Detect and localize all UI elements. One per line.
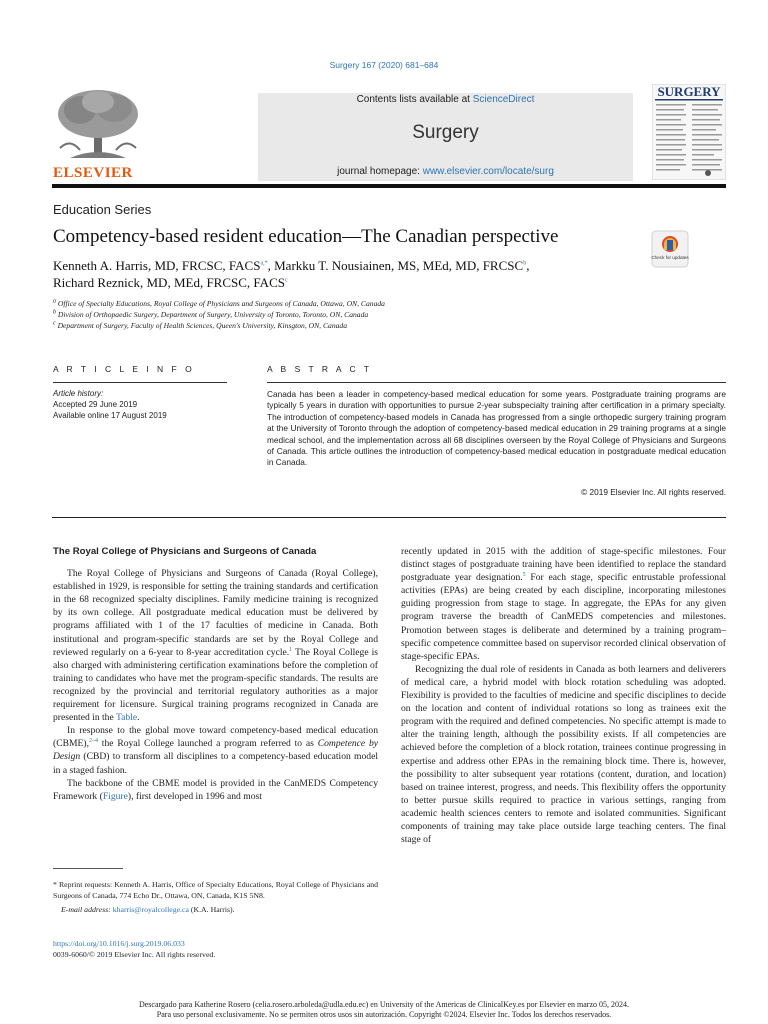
paragraph (401, 545, 726, 663)
homepage-line (258, 166, 633, 177)
author-name: Richard Reznick, MD, MEd, FRCSC, FACS (53, 275, 285, 290)
email-link[interactable]: kharris@royalcollege.ca (112, 905, 189, 915)
body-column-left (53, 545, 378, 803)
cover-title: SURGERY (657, 84, 721, 99)
journal-cover-thumbnail[interactable] (652, 84, 726, 180)
doi-block (53, 938, 215, 960)
journal-homepage-link[interactable]: www.elsevier.com/locate/surg (422, 166, 554, 177)
text-run: (CBD) to transform all disciplines to a competency-based education model in a staged fashion. (53, 751, 378, 776)
article-info-rule (53, 382, 227, 383)
text-run: The backbone of the CBME model is provided in the CanMEDS Competency Framework ( (53, 777, 378, 802)
download-notice (0, 1000, 768, 1020)
citation-ref[interactable]: 1 (289, 646, 293, 653)
affiliation-marker: c (53, 320, 56, 327)
affiliation (53, 320, 673, 331)
figure-link[interactable]: Figure (102, 790, 128, 802)
contents-line (258, 94, 633, 105)
author-list: Kenneth A. Harris, MD, FRCSC, $FACS^{a,*}$, Markku T. Nousiainen, MS, MEd, MD, FRCSC$^b$, Richard Reznick, MD, MEd, FRCSC, FACS$^c$ (53, 258, 530, 290)
header-rule (52, 184, 726, 188)
journal-name: Surgery (412, 122, 479, 143)
affiliation-text: Department of Surgery, Faculty of Health Sciences, Queen's University, Kinsgton, ON, Canada (57, 321, 348, 330)
section-heading: The Royal College of Physicians and Surgeons of Canada (53, 546, 317, 557)
affiliation-marker: a (53, 298, 56, 305)
article-series: Education Series (53, 202, 152, 217)
author-name: Markku T. Nousiainen, MS, MEd, MD, FRCSC (274, 258, 524, 273)
text-run: ), first developed in 1996 and most (127, 790, 262, 802)
check-for-updates-badge[interactable] (651, 230, 689, 268)
affiliation-text: Office of Specialty Educations, Royal College of Physicians and Surgeons of Canada, Ottawa, ON, Canada (57, 299, 385, 308)
footnote-rule (53, 868, 123, 869)
reprint-note: * Reprint requests: Kenneth A. Harris, Office of Specialty Educations, Royal College of Physicians and Surgeons of Canada, 774 Echo Dr., Ottawa, ON, Canada, K1S 5N8. (53, 880, 378, 900)
history-label: Article history: (53, 389, 104, 398)
author-affiliation-ref[interactable]: c (284, 277, 288, 284)
email-line (53, 905, 378, 916)
body-column-right (401, 545, 726, 846)
accepted-date: Accepted 29 June 2019 (53, 400, 138, 409)
homepage-prefix: journal homepage: (337, 166, 423, 177)
text-run: recently updated in 2015 with the addition of stage-specific milestones. Four distinct stages of postgraduate training have been identified to replace the standard postgraduate year designation. (401, 546, 726, 584)
article-history (53, 388, 233, 421)
online-date: Available online 17 August 2019 (53, 411, 167, 420)
text-run: The Royal College of Physicians and Surgeons of Canada (Royal College), established in 1929, is responsible for setting the training standards and certification in the 68 recognized specialty disciplines. Family medicine training is recognized by its own college. All postgraduate medical education must be delivered by programs affiliated with 1 of the 17 faculties of medicine in Canada. Both institutional and program-specific standards are set by the Royal College and reviewed regularly on a 6-year to 8-year accreditation cycle. (53, 568, 378, 658)
email-label: E-mail address: (61, 905, 113, 915)
text-run: the Royal College launched a program referred to as (97, 738, 318, 750)
abstract-text: Canada has been a leader in competency-based medical education for some years. Postgraduate training programs are typically 5 years in duration with opportunities to pursue 2-year subspecialty training after certification in a primary specialty. The introduction of competency-based models in Canada has progressed from a single orthopedic surgery training program at the University of Toronto through the adoption of competency-based medical education in 29 training programs at a single medical school, and the implementation across all 68 disciplines overseen by the Royal College of Physicians and Surgeons of Canada. This article outlines the introduction of competency-based medical education in postgraduate medical education in Canada. (267, 389, 726, 468)
citation-ref[interactable]: 5 (522, 572, 526, 578)
abstract-rule (267, 382, 726, 383)
contents-prefix: Contents lists available at (356, 94, 473, 105)
affiliation-list (53, 298, 673, 331)
affiliation-text: Division of Orthopaedic Surgery, Department of Surgery, University of Toronto, Toronto, ON, Canada (57, 310, 369, 319)
elsevier-wordmark: ELSEVIER (53, 165, 133, 181)
text-run: The Royal College is also charged with administering certification examinations before the completion of training to candidates who have met the program-specific standards. The results are recognized by the provincial and territorial regulatory authorities as a major requirement for licensure. Surgical training programs recognized in Canada are presented in the (53, 646, 378, 724)
paragraph (53, 777, 378, 803)
doi-link[interactable]: https://doi.org/10.1016/j.surg.2019.06.033 (53, 939, 185, 948)
article-info-heading: A R T I C L E I N F O (53, 364, 195, 374)
download-line: Descargado para Katherine Rosero (celia.rosero.arboleda@udla.edu.ec) en University of the Americas de ClinicalKey.es por Elsevier en marzo 05, 2024. (138, 1000, 630, 1009)
author-affiliation-ref[interactable]: b (523, 260, 527, 267)
journal-citation[interactable]: Surgery 167 (2020) 681–684 (329, 60, 439, 70)
affiliation-marker: b (53, 309, 56, 316)
paragraph (53, 724, 378, 776)
abstract-heading: A B S T R A C T (267, 364, 373, 374)
author-affiliation-ref[interactable]: a,* (260, 260, 268, 267)
affiliation (53, 309, 673, 320)
table-link[interactable]: Table (115, 712, 138, 724)
footnote (53, 880, 378, 916)
citation-ref[interactable]: 2–4 (88, 738, 98, 745)
paragraph (53, 567, 378, 724)
affiliation (53, 298, 673, 309)
section-rule (52, 517, 726, 518)
sciencedirect-link[interactable]: ScienceDirect (472, 94, 535, 105)
program-name: Competence by Design (53, 738, 378, 763)
article-title: Competency-based resident education—The Canadian perspective (53, 226, 559, 247)
paragraph: Recognizing the dual role of residents in Canada as both learners and deliverers of medical care, a hybrid model with block rotation scheduling was adopted. Flexibility is provided to the faculties of medicine and specific disciplines to decide on the location and content of individual rotations so long as trainees exit the program with the required and defined competencies. No specific attempt is made to alter the training length, although the possibility exists. If all competencies are achieved before the completion of a block rotation, trainees continue progressing in expertise and address other EPAs in the remaining block time. There is, however, the possibility to alter subsequent year rotations (content, duration, and location) based on trainee interest, progress, and needs. This flexibility offers the opportunity to better pursue skills required to practice in various settings, ranging from academic health sciences centers to remote and isolated communities. Significant components of training may take place outside large teaching centers. The final stage of (401, 663, 726, 846)
text-run: For each stage, specific entrustable professional activities (EPAs) are being created by each discipline, incorporating milestones guiding progression from stage to stage. In aggregate, the EPAs for any given program traverse the breadth of CanMEDS competencies and milestones. Promotion between stages is deliberate and determined by a training program–specific competence committee based on supervisor recorded clinical observation of stage-specific EPAs. (401, 572, 727, 662)
issn-copyright: 0039-6060/© 2019 Elsevier Inc. All rights reserved. (53, 950, 216, 959)
text-run: In response to the global move toward competency-based medical education (CBME), (53, 725, 378, 750)
email-suffix: (K.A. Harris). (188, 905, 235, 915)
crossmark-label: Check for updates (651, 255, 689, 260)
text-run: . (137, 712, 140, 724)
author-name: Kenneth A. Harris, MD, FRCSC, FACS (53, 258, 261, 273)
abstract-copyright: © 2019 Elsevier Inc. All rights reserved. (581, 487, 726, 497)
download-line: Para uso personal exclusivamente. No se permiten otros usos sin autorización. Copyright ©2024. Elsevier Inc. Todos los derechos reservados. (156, 1010, 612, 1019)
